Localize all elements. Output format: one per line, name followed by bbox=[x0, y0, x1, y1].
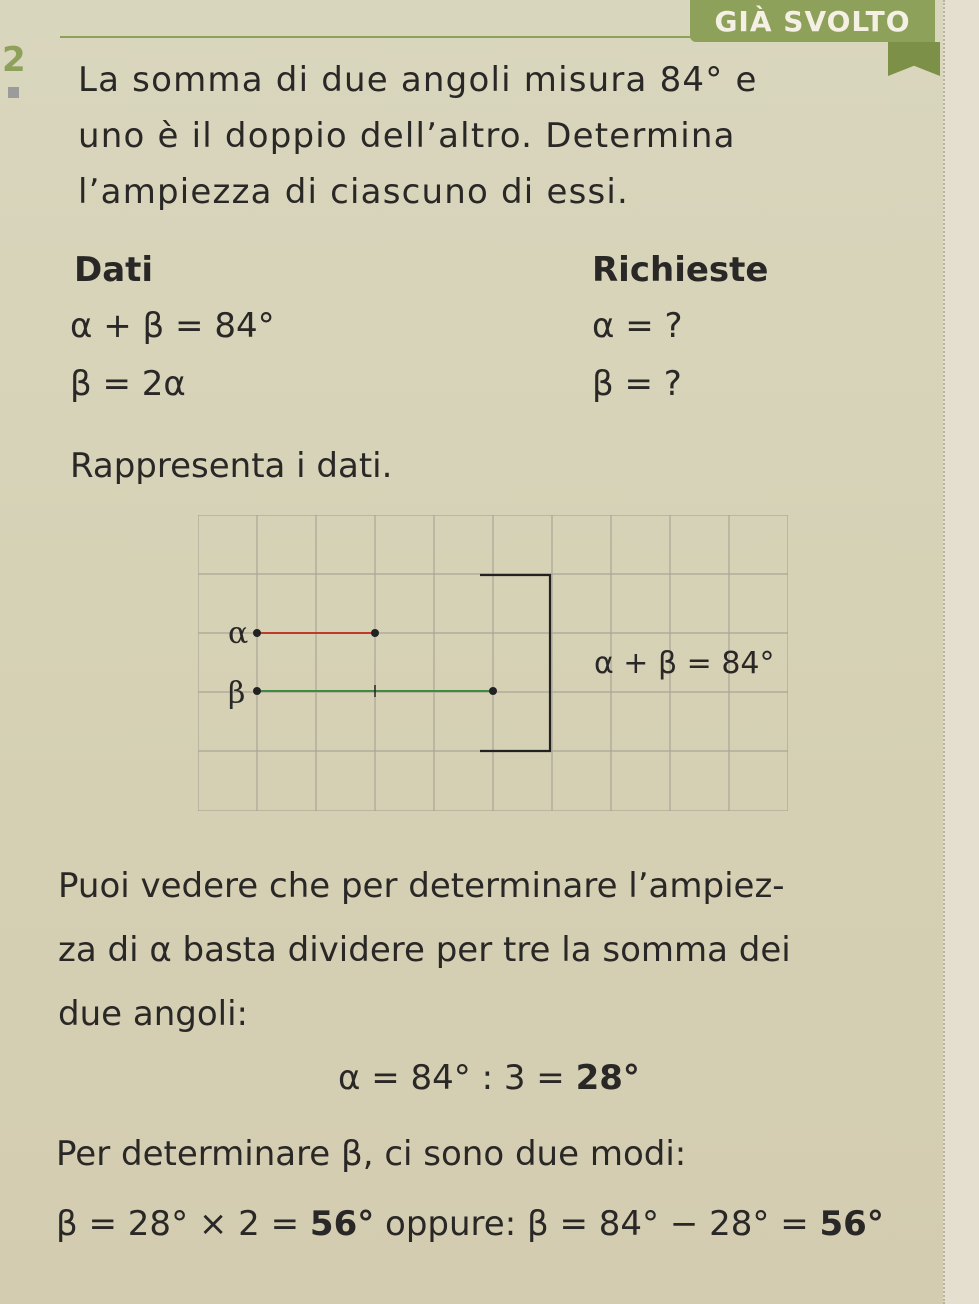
page-margin bbox=[943, 0, 979, 1304]
segment-endpoint bbox=[253, 687, 261, 695]
diagram-svg bbox=[198, 515, 788, 811]
solved-badge: GIÀ SVOLTO bbox=[690, 0, 935, 42]
beta-label: β bbox=[228, 676, 246, 711]
alpha-equation-text: α = 84° : 3 = bbox=[338, 1058, 576, 1098]
segment-endpoint bbox=[371, 629, 379, 637]
problem-line: La somma di due angoli misura 84° e bbox=[78, 60, 758, 100]
requested-value: α = ? bbox=[592, 306, 683, 346]
sum-bracket bbox=[480, 575, 550, 751]
segment-endpoint bbox=[253, 629, 261, 637]
segment-endpoint bbox=[489, 687, 497, 695]
alpha-label: α bbox=[228, 616, 249, 651]
alpha-result: 28° bbox=[575, 1058, 640, 1098]
oppure-text: oppure: bbox=[374, 1204, 527, 1244]
explanation-line: za di α basta dividere per tre la somma dei bbox=[58, 930, 791, 970]
explanation-line: Per determinare β, ci sono due modi: bbox=[56, 1134, 687, 1174]
exercise-marker-icon bbox=[8, 87, 19, 98]
richieste-heading: Richieste bbox=[592, 250, 769, 290]
alpha-equation bbox=[338, 1058, 640, 1098]
problem-line: uno è il doppio dell’altro. Determina bbox=[78, 116, 736, 156]
beta-equations bbox=[56, 1204, 884, 1244]
beta-equation-text: β = 28° × 2 = bbox=[56, 1204, 310, 1244]
given-equation: α + β = 84° bbox=[70, 306, 275, 346]
dati-heading: Dati bbox=[74, 250, 154, 290]
beta-result: 56° bbox=[309, 1204, 375, 1244]
exercise-number: 2 bbox=[2, 40, 26, 80]
bookmark-icon bbox=[888, 42, 940, 76]
sum-label: α + β = 84° bbox=[594, 646, 775, 681]
given-equation: β = 2α bbox=[70, 364, 186, 404]
problem-line: l’ampiezza di ciascuno di essi. bbox=[78, 172, 630, 212]
header-rule bbox=[60, 36, 700, 38]
requested-value: β = ? bbox=[592, 364, 682, 404]
problem-statement bbox=[78, 52, 878, 220]
beta-equation-text: β = 84° − 28° = bbox=[526, 1204, 820, 1244]
beta-result: 56° bbox=[819, 1204, 884, 1244]
explanation-line: due angoli: bbox=[58, 994, 248, 1034]
explanation-line: Puoi vedere che per determinare l’ampiez- bbox=[58, 866, 785, 906]
segment-diagram bbox=[198, 515, 788, 811]
instruction-text: Rappresenta i dati. bbox=[70, 446, 393, 486]
